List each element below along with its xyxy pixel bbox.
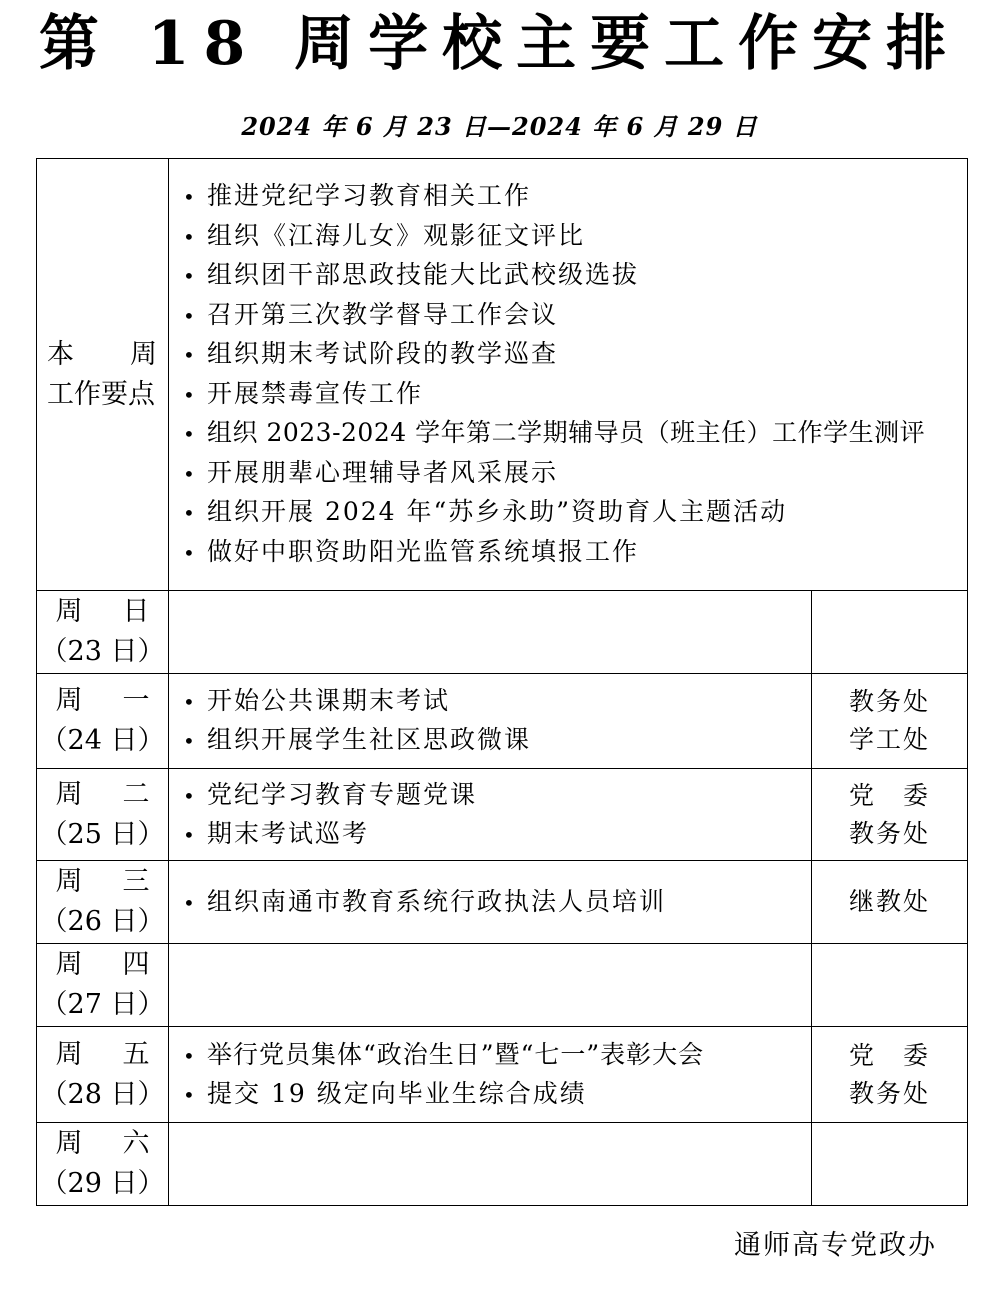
bullet-icon: •: [183, 540, 197, 565]
day-label-prefix: 周: [55, 778, 83, 810]
day-work-list: [169, 776, 811, 854]
day-label-cell: [37, 591, 169, 674]
item-text: 举行党员集体“政治生日”暨“七一”表彰大会: [207, 1039, 705, 1069]
dept-name: 教务处: [848, 1078, 930, 1108]
day-label-prefix: 周: [55, 1038, 83, 1070]
week-points-list: [169, 159, 967, 590]
day-label-cell: [37, 674, 169, 769]
item-text: 提交 19 级定向毕业生综合成绩: [207, 1078, 587, 1108]
bullet-icon: •: [183, 783, 197, 808]
day-label-cell: [37, 1123, 169, 1206]
bullet-icon: •: [183, 382, 197, 407]
bullet-icon: •: [183, 264, 197, 288]
day-dept-cell: [812, 591, 968, 674]
week-points-label-cell: [37, 159, 169, 591]
day-row-friday: [37, 1027, 968, 1123]
day-label: [37, 681, 168, 761]
item-text: 做好中职资助阳光监管系统填报工作: [207, 536, 640, 566]
day-label-suffix: 四: [122, 949, 150, 980]
day-label-suffix: 日: [122, 596, 150, 627]
day-dept-cell: [812, 1123, 968, 1206]
page-title: 第 18 周学校主要工作安排: [38, 9, 961, 79]
schedule-table: [36, 158, 968, 1206]
day-label-cell: [37, 769, 169, 861]
list-item: [183, 776, 811, 815]
dept-name: 学工处: [848, 725, 930, 754]
bullet-icon: •: [183, 224, 197, 249]
item-text: 组织 2023-2024 学年第二学期辅导员（班主任）工作学生测评: [207, 418, 926, 447]
day-date: （23 日）: [40, 636, 165, 667]
list-item: [183, 177, 967, 217]
day-label-prefix: 周: [55, 866, 83, 897]
day-label-suffix: 三: [122, 866, 150, 897]
list-item: [183, 217, 967, 257]
dept-name: 教务处: [848, 687, 930, 716]
day-dept-cell: [812, 1027, 968, 1123]
day-label-prefix: 周: [55, 685, 83, 716]
day-label-prefix: 周: [55, 596, 83, 627]
list-item: [183, 1036, 811, 1075]
day-work-cell: [169, 1027, 812, 1123]
list-item: [183, 454, 967, 494]
day-date: （27 日）: [40, 989, 165, 1020]
day-label: [37, 775, 168, 855]
bullet-icon: •: [183, 690, 197, 714]
day-work-cell: [169, 861, 812, 944]
day-work-list: [169, 883, 811, 922]
list-item: [183, 682, 811, 721]
day-dept-cell: [812, 674, 968, 769]
bullet-icon: •: [183, 890, 197, 915]
dept-name: 教务处: [848, 818, 930, 848]
list-item: [183, 493, 967, 533]
bullet-icon: •: [183, 343, 197, 367]
week-points-cell: [169, 159, 968, 591]
list-item: [183, 256, 967, 296]
date-range: 2024 年 6 月 23 日—2024 年 6 月 29 日: [241, 112, 758, 141]
day-row-wednesday: [37, 861, 968, 944]
item-text: 党纪学习教育专题党课: [207, 779, 478, 809]
day-label-prefix: 周: [55, 949, 83, 980]
day-label-cell: [37, 944, 169, 1027]
bullet-icon: •: [183, 185, 197, 209]
day-dept-cell: [812, 944, 968, 1027]
week-points-row: [37, 159, 968, 591]
item-text: 召开第三次教学督导工作会议: [207, 299, 559, 329]
day-dept-cell: [812, 769, 968, 861]
item-text: 开始公共课期末考试: [207, 686, 451, 715]
day-row-monday: [37, 674, 968, 769]
day-date: （25 日）: [40, 818, 165, 850]
day-date: （26 日）: [40, 906, 165, 937]
day-label-prefix: 周: [55, 1128, 83, 1159]
item-text: 期末考试巡考: [207, 818, 370, 848]
bullet-icon: •: [183, 729, 197, 753]
list-item: [183, 883, 811, 922]
day-row-thursday: [37, 944, 968, 1027]
bullet-icon: •: [183, 501, 197, 525]
bullet-icon: •: [183, 822, 197, 847]
dept-name: 党 委: [848, 780, 930, 810]
week-label-line2: 工作要点: [47, 378, 155, 410]
day-work-cell: [169, 591, 812, 674]
day-label-suffix: 一: [122, 685, 150, 716]
bullet-icon: •: [183, 1082, 197, 1107]
day-label: [37, 862, 168, 942]
item-text: 开展朋辈心理辅导者风采展示: [207, 457, 559, 487]
day-row-sunday: [37, 591, 968, 674]
day-label-cell: [37, 861, 169, 944]
week-points-label: [37, 335, 168, 415]
day-label-suffix: 五: [122, 1038, 150, 1070]
day-work-list: [169, 1036, 811, 1114]
day-label: [37, 1124, 168, 1204]
day-label-suffix: 二: [122, 778, 150, 810]
list-item: [183, 296, 967, 336]
list-item: [183, 335, 967, 375]
day-work-cell: [169, 674, 812, 769]
list-item: [183, 815, 811, 854]
bullet-icon: •: [183, 422, 196, 446]
item-text: 组织南通市教育系统行政执法人员培训: [207, 886, 667, 916]
item-text: 推进党纪学习教育相关工作: [207, 181, 532, 210]
day-work-cell: [169, 944, 812, 1027]
day-date: （29 日）: [40, 1168, 165, 1199]
week-label-left: 本: [47, 338, 74, 370]
day-row-tuesday: [37, 769, 968, 861]
day-date: （28 日）: [40, 1078, 165, 1110]
day-label: [37, 945, 168, 1025]
day-work-cell: [169, 769, 812, 861]
bullet-icon: •: [183, 303, 197, 328]
list-item: [183, 375, 967, 415]
item-text: 开展禁毒宣传工作: [207, 378, 424, 408]
item-text: 组织团干部思政技能大比武校级选拔: [207, 260, 640, 289]
list-item: [183, 721, 811, 760]
day-date: （24 日）: [40, 725, 165, 756]
list-item: [183, 1075, 811, 1114]
day-label: [37, 1035, 168, 1115]
signature: 通师高专党政办: [734, 1230, 937, 1261]
week-label-right: 周: [130, 338, 157, 370]
list-item: [183, 414, 967, 454]
day-label: [37, 592, 168, 672]
item-text: 组织开展学生社区思政微课: [207, 725, 532, 754]
day-row-saturday: [37, 1123, 968, 1206]
item-text: 组织期末考试阶段的教学巡查: [207, 339, 559, 368]
bullet-icon: •: [183, 1043, 196, 1068]
day-label-cell: [37, 1027, 169, 1123]
item-text: 组织《江海儿女》观影征文评比: [207, 220, 586, 250]
dept-name: 继教处: [848, 887, 930, 916]
item-text: 组织开展 2024 年“苏乡永助”资助育人主题活动: [207, 497, 788, 526]
day-dept-cell: [812, 861, 968, 944]
list-item: [183, 533, 967, 573]
day-label-suffix: 六: [122, 1128, 150, 1159]
bullet-icon: •: [183, 461, 197, 486]
dept-name: 党 委: [848, 1040, 930, 1070]
day-work-list: [169, 682, 811, 760]
day-work-cell: [169, 1123, 812, 1206]
